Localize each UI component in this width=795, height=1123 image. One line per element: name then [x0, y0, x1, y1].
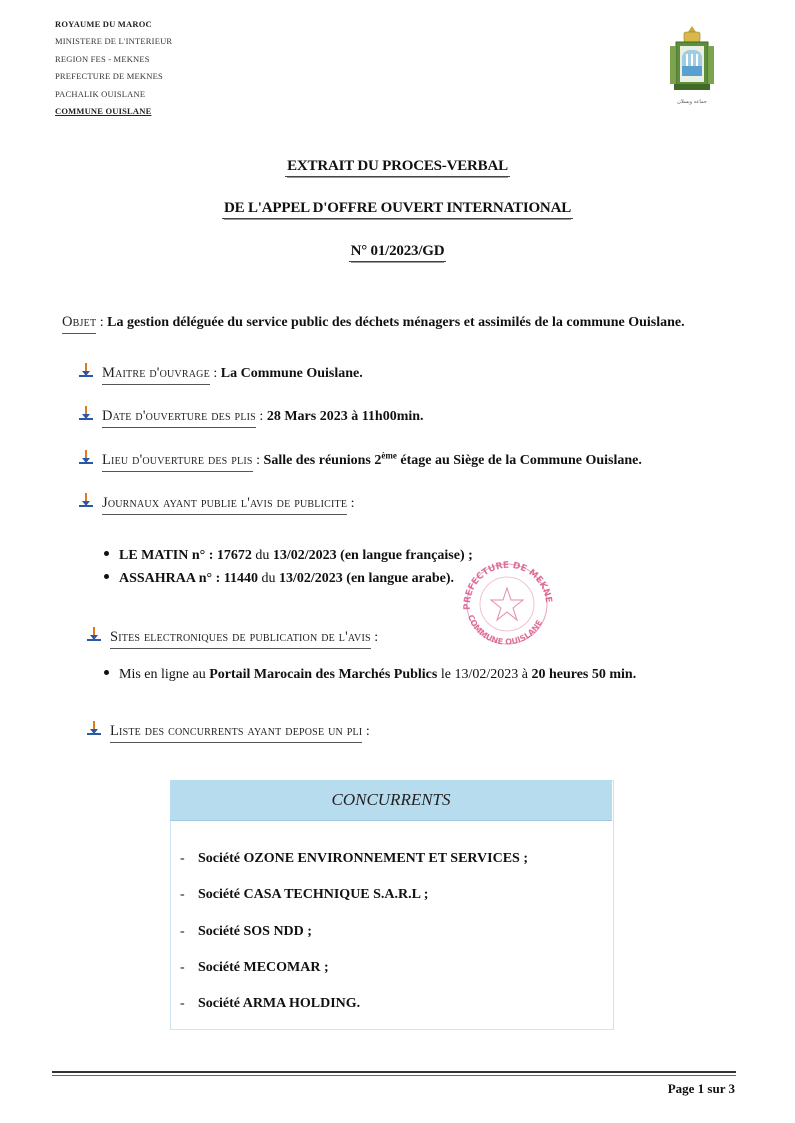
header-block	[55, 16, 172, 120]
concurrent-item: - Société CASA TECHNIQUE S.A.R.L ;	[180, 887, 429, 902]
header-line-ministry: MINISTERE DE L'INTERIEUR	[55, 36, 173, 47]
sites-sep: :	[370, 630, 379, 645]
date-label: Date d'ouverture des plis	[102, 408, 256, 428]
concurrent-item: - Société MECOMAR ;	[180, 960, 329, 975]
maitre-ouvrage-row	[78, 362, 363, 382]
arrow-bullet-icon	[78, 449, 94, 467]
date-ouverture-row	[78, 405, 424, 425]
title-extrait: EXTRAIT DU PROCES-VERBAL	[0, 158, 795, 177]
journaux-row	[78, 492, 355, 512]
footer-rule	[52, 1071, 736, 1073]
stamp-text-bottom: COMMUNE OUISLANE	[466, 613, 545, 647]
concurrents-header: CONCURRENTS	[170, 780, 612, 821]
liste-sep: :	[362, 724, 370, 739]
stamp-text-top: PREFECTURE DE MEKNE	[462, 560, 554, 611]
svg-text:PREFECTURE DE MEKNES	[452, 552, 553, 610]
header-line-pachalik: PACHALIK OUISLANE	[55, 88, 146, 99]
concurrent-item: - Société ARMA HOLDING.	[180, 996, 361, 1011]
concurrent-item: - Société OZONE ENVIRONNEMENT ET SERVICES ;	[180, 851, 528, 866]
footer-rule-thin	[52, 1075, 736, 1076]
bullet-dot-icon	[104, 551, 109, 556]
lieu-value: Salle des réunions 2ème étage au Siège de la Commune Ouislane.	[263, 450, 642, 468]
header-line-prefecture: PREFECTURE DE MEKNES	[55, 71, 163, 82]
title-appel-offre: DE L'APPEL D'OFFRE OUVERT INTERNATIONAL	[0, 200, 795, 219]
site-item: Mis en ligne au Portail Marocain des Marchés Publics le 13/02/2023 à 20 heures 50 min.	[104, 667, 636, 683]
page-number: Page 1 sur 3	[667, 1081, 735, 1096]
header-line-commune: COMMUNE OUISLANE	[55, 106, 152, 117]
maitre-value: La Commune Ouislane.	[220, 366, 363, 381]
arrow-bullet-icon	[86, 720, 102, 738]
journal-item: LE MATIN n° : 17672 du 13/02/2023 (en langue française) ;	[104, 548, 473, 564]
date-value: 28 Mars 2023 à 11h00min.	[266, 409, 424, 424]
lieu-sep: :	[252, 453, 264, 468]
sites-row	[86, 626, 378, 646]
journal-item: ASSAHRAA n° : 11440 du 13/02/2023 (en langue arabe).	[104, 571, 454, 587]
journaux-sep: :	[347, 496, 355, 511]
journaux-label: Journaux ayant publie l'avis de publicite	[102, 495, 347, 515]
arrow-bullet-icon	[78, 405, 94, 423]
date-sep: :	[255, 409, 267, 424]
prefecture-stamp	[452, 552, 560, 652]
lieu-label: Lieu d'ouverture des plis	[102, 452, 253, 472]
header-line-kingdom: ROYAUME DU MAROC	[55, 19, 152, 29]
arrow-bullet-icon	[78, 362, 94, 380]
liste-label: Liste des concurrents ayant depose un pli	[110, 723, 362, 743]
liste-row	[86, 720, 370, 740]
title-numero: N° 01/2023/GD	[0, 243, 795, 262]
sites-label: Sites electroniques de publication de l'avis	[110, 629, 371, 649]
concurrent-item: - Société SOS NDD ;	[180, 924, 312, 939]
arrow-bullet-icon	[86, 626, 102, 644]
maitre-sep: :	[209, 366, 221, 381]
bullet-dot-icon	[104, 574, 109, 579]
arrow-bullet-icon	[78, 492, 94, 510]
objet-label: Objet	[62, 314, 96, 334]
commune-emblem-icon	[666, 26, 718, 106]
objet-value: La gestion déléguée du service public des déchets ménagers et assimilés de la commune Ouislane.	[107, 315, 685, 330]
lieu-ouverture-row	[78, 449, 642, 469]
emblem-caption: جماعة ويسلان	[677, 99, 707, 105]
header-line-region: REGION FES - MEKNES	[55, 53, 150, 64]
objet-sep: :	[96, 315, 108, 330]
bullet-dot-icon	[104, 670, 109, 675]
svg-text:COMMUNE OUISLANE	[466, 613, 544, 646]
objet-line	[62, 314, 685, 331]
maitre-label: Maitre d'ouvrage	[102, 365, 210, 385]
